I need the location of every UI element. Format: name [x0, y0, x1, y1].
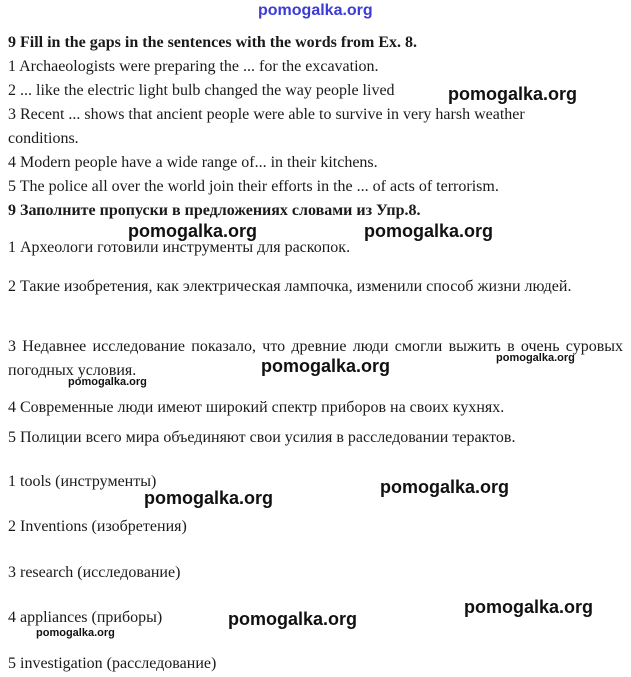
answer-2: 2 Inventions (изобретения) [8, 518, 187, 535]
sentence-en-1: 1 Archaeologists were preparing the ... for the excavation. [8, 58, 379, 75]
exercise-title-ru: 9 Заполните пропуски в предложениях словами из Упр.8. [8, 202, 421, 219]
exercise-title-en: 9 Fill in the gaps in the sentences with the words from Ex. 8. [8, 34, 418, 51]
answer-5: 5 investigation (расследование) [8, 655, 217, 672]
watermark: pomogalka.org [364, 221, 494, 241]
sentence-en-5: 5 The police all over the world join their efforts in the ... of acts of terrorism. [8, 178, 499, 195]
watermark: pomogalka.org [496, 352, 575, 364]
sentence-en-2: 2 ... like the electric light bulb changed the way people lived [8, 82, 395, 99]
site-watermark: pomogalka.org [258, 2, 373, 19]
answer-4: 4 appliances (приборы) [8, 609, 163, 626]
watermark: pomogalka.org [448, 84, 578, 104]
sentence-en-3: 3 Recent ... shows that ancient people were able to survive in very harsh weather [8, 106, 525, 123]
sentence-ru-5: 5 Полиции всего мира объединяют свои усилия в расследовании терактов. [8, 429, 516, 446]
sentence-en-4: 4 Modern people have a wide range of... in their kitchens. [8, 154, 378, 171]
watermark: pomogalka.org [380, 477, 510, 497]
watermark: pomogalka.org [128, 221, 258, 241]
watermark: pomogalka.org [261, 356, 391, 376]
sentence-ru-4: 4 Современные люди имеют широкий спектр приборов на своих кухнях. [8, 399, 505, 416]
answer-3: 3 research (исследование) [8, 564, 181, 581]
sentence-ru-1: 1 Археологи готовили инструменты для раскопок. [8, 239, 351, 256]
watermark: pomogalka.org [228, 609, 358, 629]
sentence-ru-3: 3 Недавнее исследование показало, что древние люди смогли выжить в очень суровых погодных условия. [8, 338, 623, 379]
watermark: pomogalka.org [144, 488, 274, 508]
watermark: pomogalka.org [68, 376, 147, 388]
sentence-ru-2: 2 Такие изобретения, как электрическая лампочка, изменили способ жизни людей. [8, 278, 572, 295]
watermark: pomogalka.org [36, 627, 115, 639]
sentence-en-3-cont: conditions. [8, 130, 79, 147]
watermark: pomogalka.org [464, 597, 594, 617]
answer-1: 1 tools (инструменты) [8, 473, 157, 490]
